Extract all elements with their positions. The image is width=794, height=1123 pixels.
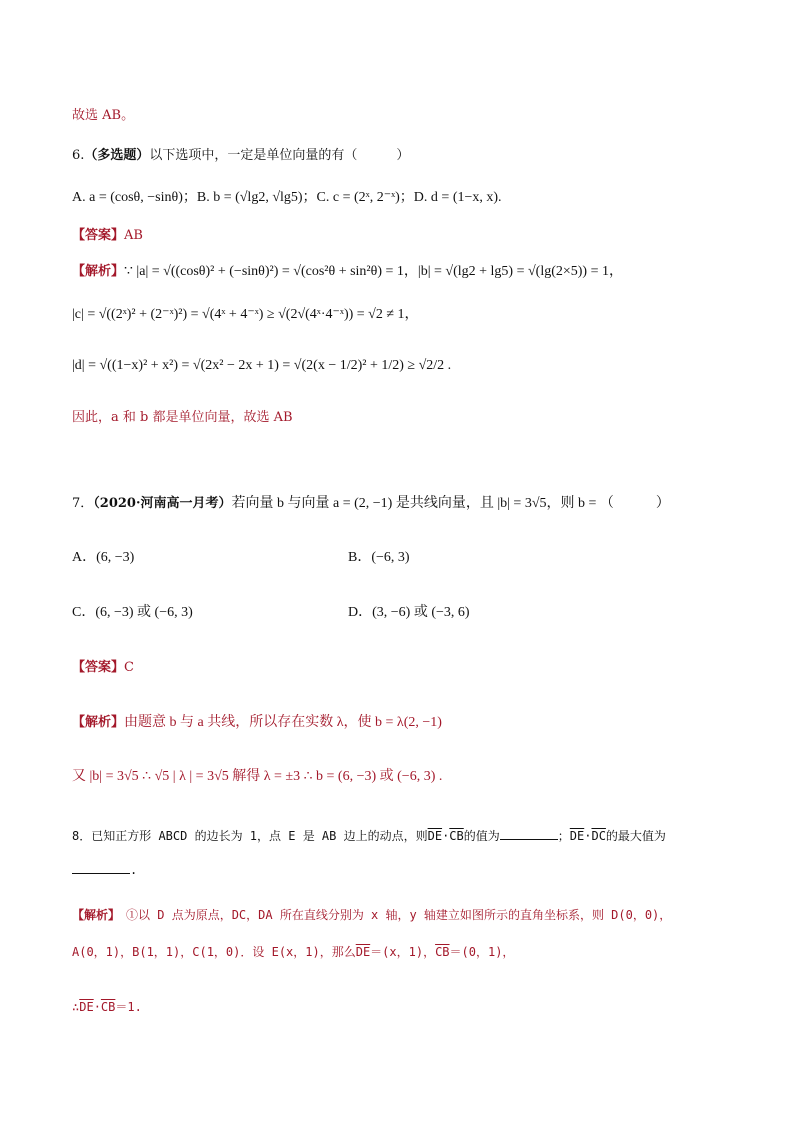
q7-option-c: C．(6, −3) 或 (−6, 3) [72,605,193,620]
q8-stem-part2: 的值为 [463,829,500,843]
q7-number: 7． [72,496,94,511]
q7-option-b: B．(−6, 3) [348,550,410,565]
q5-conclusion: 故选 AB。 [72,108,135,123]
answer-blank-2[interactable] [72,861,130,874]
q6-answer-label: 【答案】 [72,228,125,243]
q8-analysis-line2-a: A(0，1)，B(1，1)，C(1，0)．设 E(x，1)，那么 [72,945,356,959]
q6-analysis-line3: |d| = √((1−x)² + x²) = √(2x² − 2x + 1) = √(2(x − 1/2)² + 1/2) ≥ √2/2 . [72,358,452,373]
q8-stem-part1: 8．已知正方形 ABCD 的边长为 1，点 E 是 AB 边上的动点，则 [72,829,428,843]
q8-stem-line1 [72,826,666,846]
therefore-symbol: ∴ [72,1000,80,1014]
vector-cb: $\overline{CB}$ [449,829,464,843]
q8-analysis-line2-b: ＝(x，1)， [370,945,436,959]
vector-dc: $\overline{DC}$ [591,829,606,843]
q8-analysis-line3-b: ＝1. [115,1000,142,1014]
q7-analysis-label: 【解析】 [72,715,125,730]
q7-option-a: A．(6, −3) [72,550,135,565]
dot-operator: · [442,829,450,843]
q6-number: 6. [72,148,85,163]
q6-options: A. a = (cosθ, −sinθ)；B. b = (√lg2, √lg5)；C. c = (2ˣ, 2⁻ˣ)；D. d = (1−x, x). [72,190,502,205]
vector-de: $\overline{DE}$ [427,829,443,843]
vector-de: $\overline{DE}$ [569,829,585,843]
q7-stem [72,494,670,514]
vector-de: $\overline{DE}$ [355,945,371,959]
q7-answer-value: C [124,660,134,675]
q8-stem-part4: 的最大值为 [605,829,666,843]
q8-analysis-line2-c: ＝(0，1)， [449,945,515,959]
q7-analysis-line1-text: 由题意 b 与 a 共线，所以存在实数 λ，使 b = λ(2, −1) [124,715,442,730]
q8-stem-part3: ； [557,829,570,843]
vector-de: $\overline{DE}$ [79,1000,94,1014]
vector-cb: $\overline{CB}$ [100,1000,116,1014]
q6-stem-text: 以下选项中，一定是单位向量的有（ ） [149,148,410,163]
q6-tag: （多选题） [84,148,150,163]
q7-option-d: D．(3, −6) 或 (−3, 6) [348,605,470,620]
q7-source: （2020·河南高一月考） [93,496,232,511]
q8-analysis-line2 [72,942,514,962]
q7-answer [72,658,134,678]
q8-analysis-line1-text: ①以 D 点为原点，DC，DA 所在直线分别为 x 轴，y 轴建立如图所示的直角坐标系，则 D(0，0)， [114,908,672,922]
q6-conclusion: 因此，a 和 b 都是单位向量，故选 AB [72,410,293,425]
q6-analysis-line2: |c| = √((2ˣ)² + (2⁻ˣ)²) = √(4ˣ + 4⁻ˣ) ≥ √(2√(4ˣ·4⁻ˣ)) = √2 ≠ 1， [72,307,419,322]
q7-analysis-line2: 又 |b| = 3√5 ∴ √5 | λ | = 3√5 解得 λ = ±3 ∴ b = (6, −3) 或 (−6, 3) . [72,769,443,784]
q8-analysis-line3 [72,997,142,1017]
vector-cb: $\overline{CB}$ [435,945,450,959]
q6-answer-value: AB [124,228,143,243]
q6-analysis-label: 【解析】 [72,264,125,279]
answer-blank-1[interactable] [500,827,558,840]
q7-answer-label: 【答案】 [72,660,125,675]
q7-stem-text: 若向量 b 与向量 a = (2, −1) 是共线向量，且 |b| = 3√5，则 b = （ ） [231,496,670,511]
q8-analysis-line1 [72,905,671,925]
q6-stem [72,146,409,166]
q6-answer [72,226,143,246]
q8-stem-end: . [130,863,138,877]
q8-analysis-label: 【解析】 [72,908,115,922]
q6-analysis-line1-text: ∵ |a| = √((cosθ)² + (−sinθ)²) = √(cos²θ + sin²θ) = 1，|b| = √(lg2 + lg5) = √(lg(2×5)) = 1， [124,264,623,279]
q8-stem-line2 [72,860,137,880]
dot-operator: · [584,829,592,843]
q7-analysis-line1 [72,713,442,733]
dot-operator: · [93,1000,101,1014]
q6-analysis-line1 [72,262,623,282]
